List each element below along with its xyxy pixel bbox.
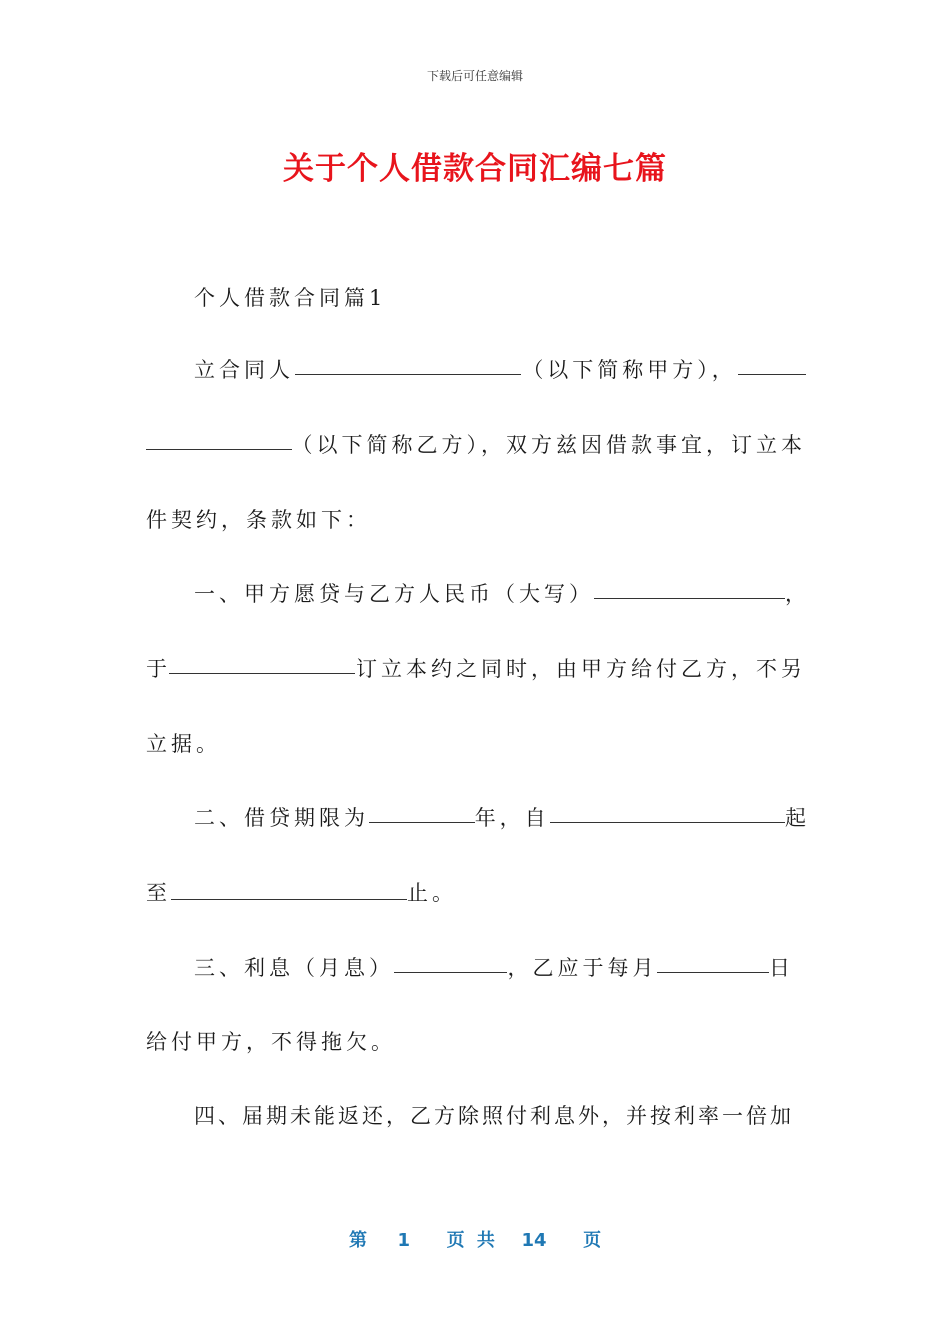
current-page-number: 1 <box>397 1230 411 1251</box>
paragraph-line: 四、届期未能返还，乙方除照付利息外，并按利率一倍加 <box>194 1104 794 1128</box>
text-segment: 一、甲方愿贷与乙方人民币（大写） <box>194 582 594 606</box>
footer-prefix: 第 <box>348 1230 367 1251</box>
total-pages-number: 14 <box>521 1230 547 1251</box>
text-segment: 二、借贷期限为 <box>194 806 369 830</box>
paragraph-line: 立据。 <box>146 732 221 756</box>
paragraph-line <box>194 580 806 608</box>
footer-middle: 页 共 <box>446 1230 495 1251</box>
text-segment: 日 <box>769 956 790 980</box>
document-title: 关于个人借款合同汇编七篇 <box>283 151 667 187</box>
fill-in-blank <box>171 881 407 900</box>
text-segment: 年，自 <box>474 806 550 830</box>
fill-in-blank <box>295 356 521 375</box>
text-segment: ， <box>785 582 806 606</box>
header-note: 下载后可任意编辑 <box>426 69 523 83</box>
text-segment: 于 <box>146 657 167 681</box>
section-heading: 个人借款合同篇1 <box>194 286 387 310</box>
paragraph-line <box>146 431 806 459</box>
page-footer <box>0 1226 950 1252</box>
fill-in-blank <box>369 804 475 823</box>
text-segment: （以下简称乙方），双方兹因借款事宜，订立本 <box>291 433 806 457</box>
paragraph-line <box>146 879 806 907</box>
fill-in-blank <box>550 804 785 823</box>
text-segment: 立合同人 <box>194 358 294 382</box>
text-segment: 至 <box>146 881 171 905</box>
paragraph-line <box>194 804 806 832</box>
paragraph-line <box>146 655 806 683</box>
text-segment: 起 <box>785 806 806 830</box>
text-segment: 订立本约之同时，由甲方给付乙方，不另 <box>356 657 806 681</box>
text-segment: 三、利息（月息） <box>194 956 394 980</box>
text-segment: 止。 <box>407 881 457 905</box>
paragraph-line: 给付甲方，不得拖欠。 <box>146 1030 396 1054</box>
fill-in-blank <box>394 954 507 973</box>
fill-in-blank <box>738 356 806 375</box>
fill-in-blank <box>657 954 769 973</box>
fill-in-blank <box>146 431 292 450</box>
fill-in-blank <box>169 655 355 674</box>
fill-in-blank <box>594 580 785 599</box>
paragraph-line: 件契约，条款如下： <box>146 508 371 532</box>
footer-suffix: 页 <box>583 1230 602 1251</box>
text-segment: （以下简称甲方）， <box>522 358 737 382</box>
paragraph-line <box>194 356 806 384</box>
text-segment: ，乙应于每月 <box>507 956 658 980</box>
paragraph-line <box>194 954 790 982</box>
